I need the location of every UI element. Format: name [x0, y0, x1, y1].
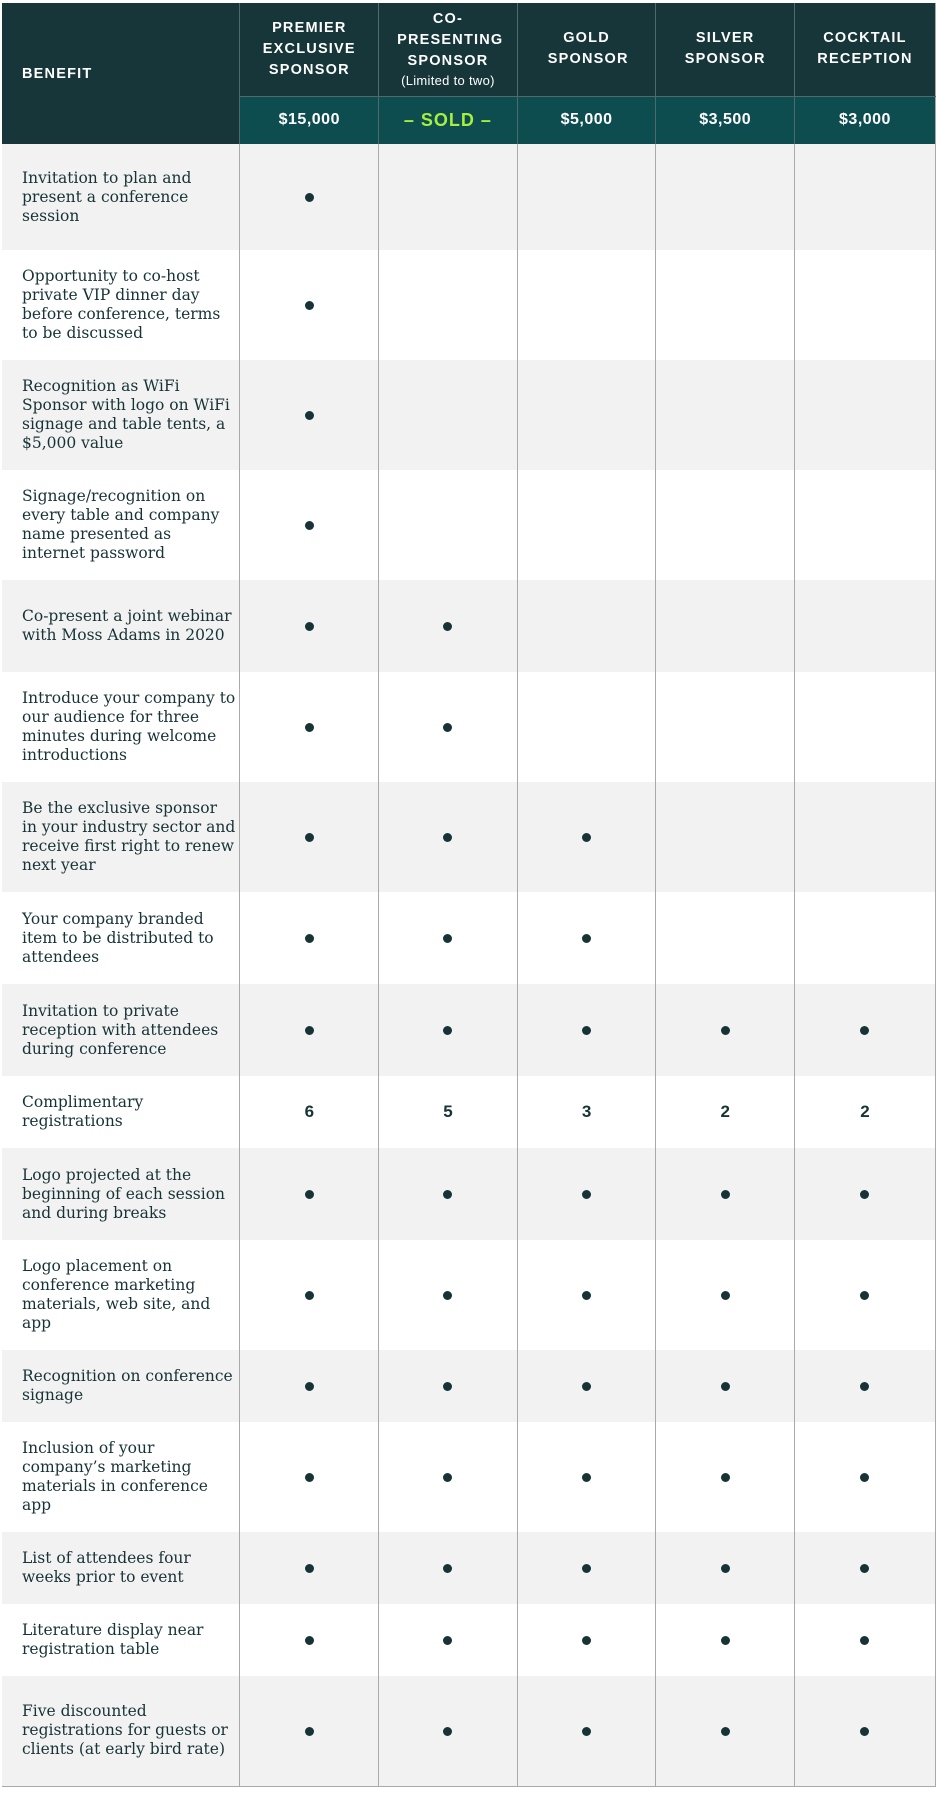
included-cell	[656, 1676, 795, 1786]
included-dot-icon	[443, 1026, 452, 1035]
benefit-description: List of attendees four weeks prior to event	[2, 1532, 240, 1604]
included-dot-icon	[305, 622, 314, 631]
empty-cell	[794, 782, 935, 892]
included-cell	[379, 580, 518, 672]
included-cell	[240, 1350, 379, 1422]
tier-name: SILVER SPONSOR	[684, 30, 766, 68]
included-cell	[240, 250, 379, 360]
included-dot-icon	[443, 1564, 452, 1573]
table-row	[2, 360, 936, 470]
included-cell	[517, 1240, 656, 1350]
included-dot-icon	[860, 1473, 869, 1482]
included-cell	[656, 1350, 795, 1422]
included-dot-icon	[582, 1473, 591, 1482]
empty-cell	[794, 470, 935, 580]
registration-count: 5	[379, 1076, 518, 1148]
empty-cell	[517, 360, 656, 470]
tier-name: GOLD SPONSOR	[547, 30, 629, 68]
benefit-description: Complimentary registrations	[2, 1076, 240, 1148]
empty-cell	[656, 782, 795, 892]
empty-cell	[794, 360, 935, 470]
included-cell	[517, 1604, 656, 1676]
table-row	[2, 250, 936, 360]
tier-name: CO-PRESENTING SPONSOR	[397, 10, 504, 69]
included-dot-icon	[305, 411, 314, 420]
empty-cell	[794, 580, 935, 672]
included-cell	[240, 1148, 379, 1240]
included-dot-icon	[860, 1291, 869, 1300]
included-dot-icon	[305, 1636, 314, 1645]
included-dot-icon	[305, 1026, 314, 1035]
included-dot-icon	[582, 1382, 591, 1391]
included-dot-icon	[443, 723, 452, 732]
empty-cell	[379, 250, 518, 360]
included-cell	[656, 1604, 795, 1676]
table-row	[2, 1676, 936, 1786]
benefit-description: Signage/recognition on every table and company name presented as internet password	[2, 470, 240, 580]
tier-header-co-presenting	[379, 3, 518, 96]
empty-cell	[656, 580, 795, 672]
empty-cell	[517, 672, 656, 782]
empty-cell	[794, 892, 935, 984]
included-cell	[379, 1148, 518, 1240]
included-dot-icon	[721, 1473, 730, 1482]
included-dot-icon	[721, 1636, 730, 1645]
included-dot-icon	[582, 833, 591, 842]
included-cell	[379, 984, 518, 1076]
included-cell	[240, 360, 379, 470]
included-cell	[240, 1676, 379, 1786]
included-dot-icon	[860, 1727, 869, 1736]
included-dot-icon	[305, 723, 314, 732]
tier-header-gold	[517, 3, 656, 96]
empty-cell	[517, 144, 656, 250]
table-row	[2, 1604, 936, 1676]
included-cell	[794, 1422, 935, 1532]
table-row	[2, 470, 936, 580]
included-cell	[240, 470, 379, 580]
included-dot-icon	[443, 622, 452, 631]
included-dot-icon	[443, 934, 452, 943]
empty-cell	[656, 672, 795, 782]
tier-header-cocktail	[794, 3, 935, 96]
table-row	[2, 1532, 936, 1604]
tier-header-premier	[240, 3, 379, 96]
benefit-description: Invitation to plan and present a conference session	[2, 144, 240, 250]
included-cell	[656, 1532, 795, 1604]
tier-name: COCKTAIL RECEPTION	[817, 30, 913, 68]
included-cell	[517, 782, 656, 892]
tier-name-row	[2, 3, 936, 96]
benefits-table-body	[2, 144, 936, 1786]
empty-cell	[794, 250, 935, 360]
included-dot-icon	[443, 1382, 452, 1391]
included-cell	[517, 984, 656, 1076]
included-cell	[240, 1604, 379, 1676]
empty-cell	[379, 360, 518, 470]
tier-name: PREMIER EXCLUSIVE SPONSOR	[262, 19, 356, 78]
included-dot-icon	[582, 1026, 591, 1035]
benefit-description: Opportunity to co-host private VIP dinner day before conference, terms to be discussed	[2, 250, 240, 360]
included-cell	[379, 1604, 518, 1676]
included-dot-icon	[582, 934, 591, 943]
included-cell	[240, 1532, 379, 1604]
empty-cell	[794, 672, 935, 782]
included-dot-icon	[582, 1291, 591, 1300]
included-dot-icon	[860, 1026, 869, 1035]
empty-cell	[656, 360, 795, 470]
included-cell	[656, 984, 795, 1076]
registration-count: 2	[656, 1076, 795, 1148]
included-cell	[517, 892, 656, 984]
registration-count: 3	[517, 1076, 656, 1148]
tier-price-gold: $5,000	[517, 96, 656, 144]
benefit-description: Recognition on conference signage	[2, 1350, 240, 1422]
included-dot-icon	[443, 1473, 452, 1482]
included-dot-icon	[305, 521, 314, 530]
included-cell	[794, 1676, 935, 1786]
included-dot-icon	[305, 833, 314, 842]
table-row	[2, 1350, 936, 1422]
included-cell	[379, 1240, 518, 1350]
table-row	[2, 984, 936, 1076]
included-cell	[379, 782, 518, 892]
included-dot-icon	[721, 1291, 730, 1300]
empty-cell	[517, 580, 656, 672]
tier-price-premier: $15,000	[240, 96, 379, 144]
tier-price-co-presenting-sold: – SOLD –	[379, 96, 518, 144]
included-cell	[517, 1422, 656, 1532]
tier-header-silver	[656, 3, 795, 96]
included-dot-icon	[305, 1727, 314, 1736]
table-row	[2, 892, 936, 984]
included-cell	[794, 1604, 935, 1676]
included-cell	[240, 782, 379, 892]
benefit-description: Literature display near registration table	[2, 1604, 240, 1676]
benefit-description: Five discounted registrations for guests or clients (at early bird rate)	[2, 1676, 240, 1786]
tier-price-silver: $3,500	[656, 96, 795, 144]
included-cell	[517, 1676, 656, 1786]
included-cell	[794, 1240, 935, 1350]
benefit-description: Logo projected at the beginning of each session and during breaks	[2, 1148, 240, 1240]
included-cell	[794, 1532, 935, 1604]
included-cell	[379, 1350, 518, 1422]
included-dot-icon	[721, 1190, 730, 1199]
benefit-description: Your company branded item to be distributed to attendees	[2, 892, 240, 984]
empty-cell	[517, 250, 656, 360]
included-cell	[794, 1350, 935, 1422]
included-cell	[240, 580, 379, 672]
included-cell	[240, 892, 379, 984]
included-dot-icon	[721, 1382, 730, 1391]
table-row	[2, 782, 936, 892]
included-dot-icon	[860, 1564, 869, 1573]
included-cell	[240, 984, 379, 1076]
benefit-description: Introduce your company to our audience for three minutes during welcome introductions	[2, 672, 240, 782]
empty-cell	[517, 470, 656, 580]
included-dot-icon	[860, 1190, 869, 1199]
benefit-description: Co-present a joint webinar with Moss Adams in 2020	[2, 580, 240, 672]
included-dot-icon	[582, 1564, 591, 1573]
included-cell	[240, 1240, 379, 1350]
benefit-description: Inclusion of your company’s marketing materials in conference app	[2, 1422, 240, 1532]
included-dot-icon	[860, 1382, 869, 1391]
included-cell	[656, 1422, 795, 1532]
empty-cell	[656, 892, 795, 984]
included-cell	[517, 1350, 656, 1422]
included-dot-icon	[305, 1291, 314, 1300]
included-dot-icon	[443, 1636, 452, 1645]
included-dot-icon	[443, 1727, 452, 1736]
empty-cell	[379, 470, 518, 580]
included-cell	[379, 1422, 518, 1532]
included-cell	[240, 144, 379, 250]
registration-count: 6	[240, 1076, 379, 1148]
registration-count: 2	[794, 1076, 935, 1148]
included-dot-icon	[721, 1727, 730, 1736]
included-cell	[517, 1532, 656, 1604]
benefit-description: Logo placement on conference marketing materials, web site, and app	[2, 1240, 240, 1350]
empty-cell	[379, 144, 518, 250]
included-dot-icon	[582, 1727, 591, 1736]
benefit-description: Be the exclusive sponsor in your industry sector and receive first right to renew next year	[2, 782, 240, 892]
included-cell	[379, 892, 518, 984]
included-dot-icon	[305, 934, 314, 943]
included-cell	[240, 1422, 379, 1532]
included-dot-icon	[443, 833, 452, 842]
included-dot-icon	[305, 1564, 314, 1573]
benefit-column-header: BENEFIT	[2, 3, 240, 144]
included-dot-icon	[582, 1636, 591, 1645]
included-cell	[656, 1240, 795, 1350]
table-row	[2, 672, 936, 782]
included-cell	[517, 1148, 656, 1240]
tier-price-cocktail: $3,000	[794, 96, 935, 144]
included-cell	[794, 984, 935, 1076]
empty-cell	[656, 250, 795, 360]
tier-note: (Limited to two)	[401, 72, 495, 88]
benefit-description: Recognition as WiFi Sponsor with logo on WiFi signage and table tents, a $5,000 value	[2, 360, 240, 470]
table-row	[2, 1422, 936, 1532]
included-dot-icon	[305, 193, 314, 202]
included-dot-icon	[443, 1291, 452, 1300]
included-cell	[794, 1148, 935, 1240]
included-cell	[379, 1676, 518, 1786]
included-dot-icon	[305, 1190, 314, 1199]
empty-cell	[794, 144, 935, 250]
included-dot-icon	[443, 1190, 452, 1199]
included-dot-icon	[860, 1636, 869, 1645]
included-dot-icon	[582, 1190, 591, 1199]
included-dot-icon	[305, 301, 314, 310]
included-cell	[379, 1532, 518, 1604]
empty-cell	[656, 470, 795, 580]
table-row	[2, 1148, 936, 1240]
benefit-description: Invitation to private reception with attendees during conference	[2, 984, 240, 1076]
empty-cell	[656, 144, 795, 250]
included-dot-icon	[305, 1473, 314, 1482]
included-cell	[656, 1148, 795, 1240]
included-cell	[379, 672, 518, 782]
included-dot-icon	[305, 1382, 314, 1391]
table-row	[2, 1076, 936, 1148]
included-dot-icon	[721, 1564, 730, 1573]
included-dot-icon	[721, 1026, 730, 1035]
table-row	[2, 144, 936, 250]
included-cell	[240, 672, 379, 782]
table-row	[2, 580, 936, 672]
sponsorship-benefits-table	[2, 3, 936, 1787]
table-row	[2, 1240, 936, 1350]
